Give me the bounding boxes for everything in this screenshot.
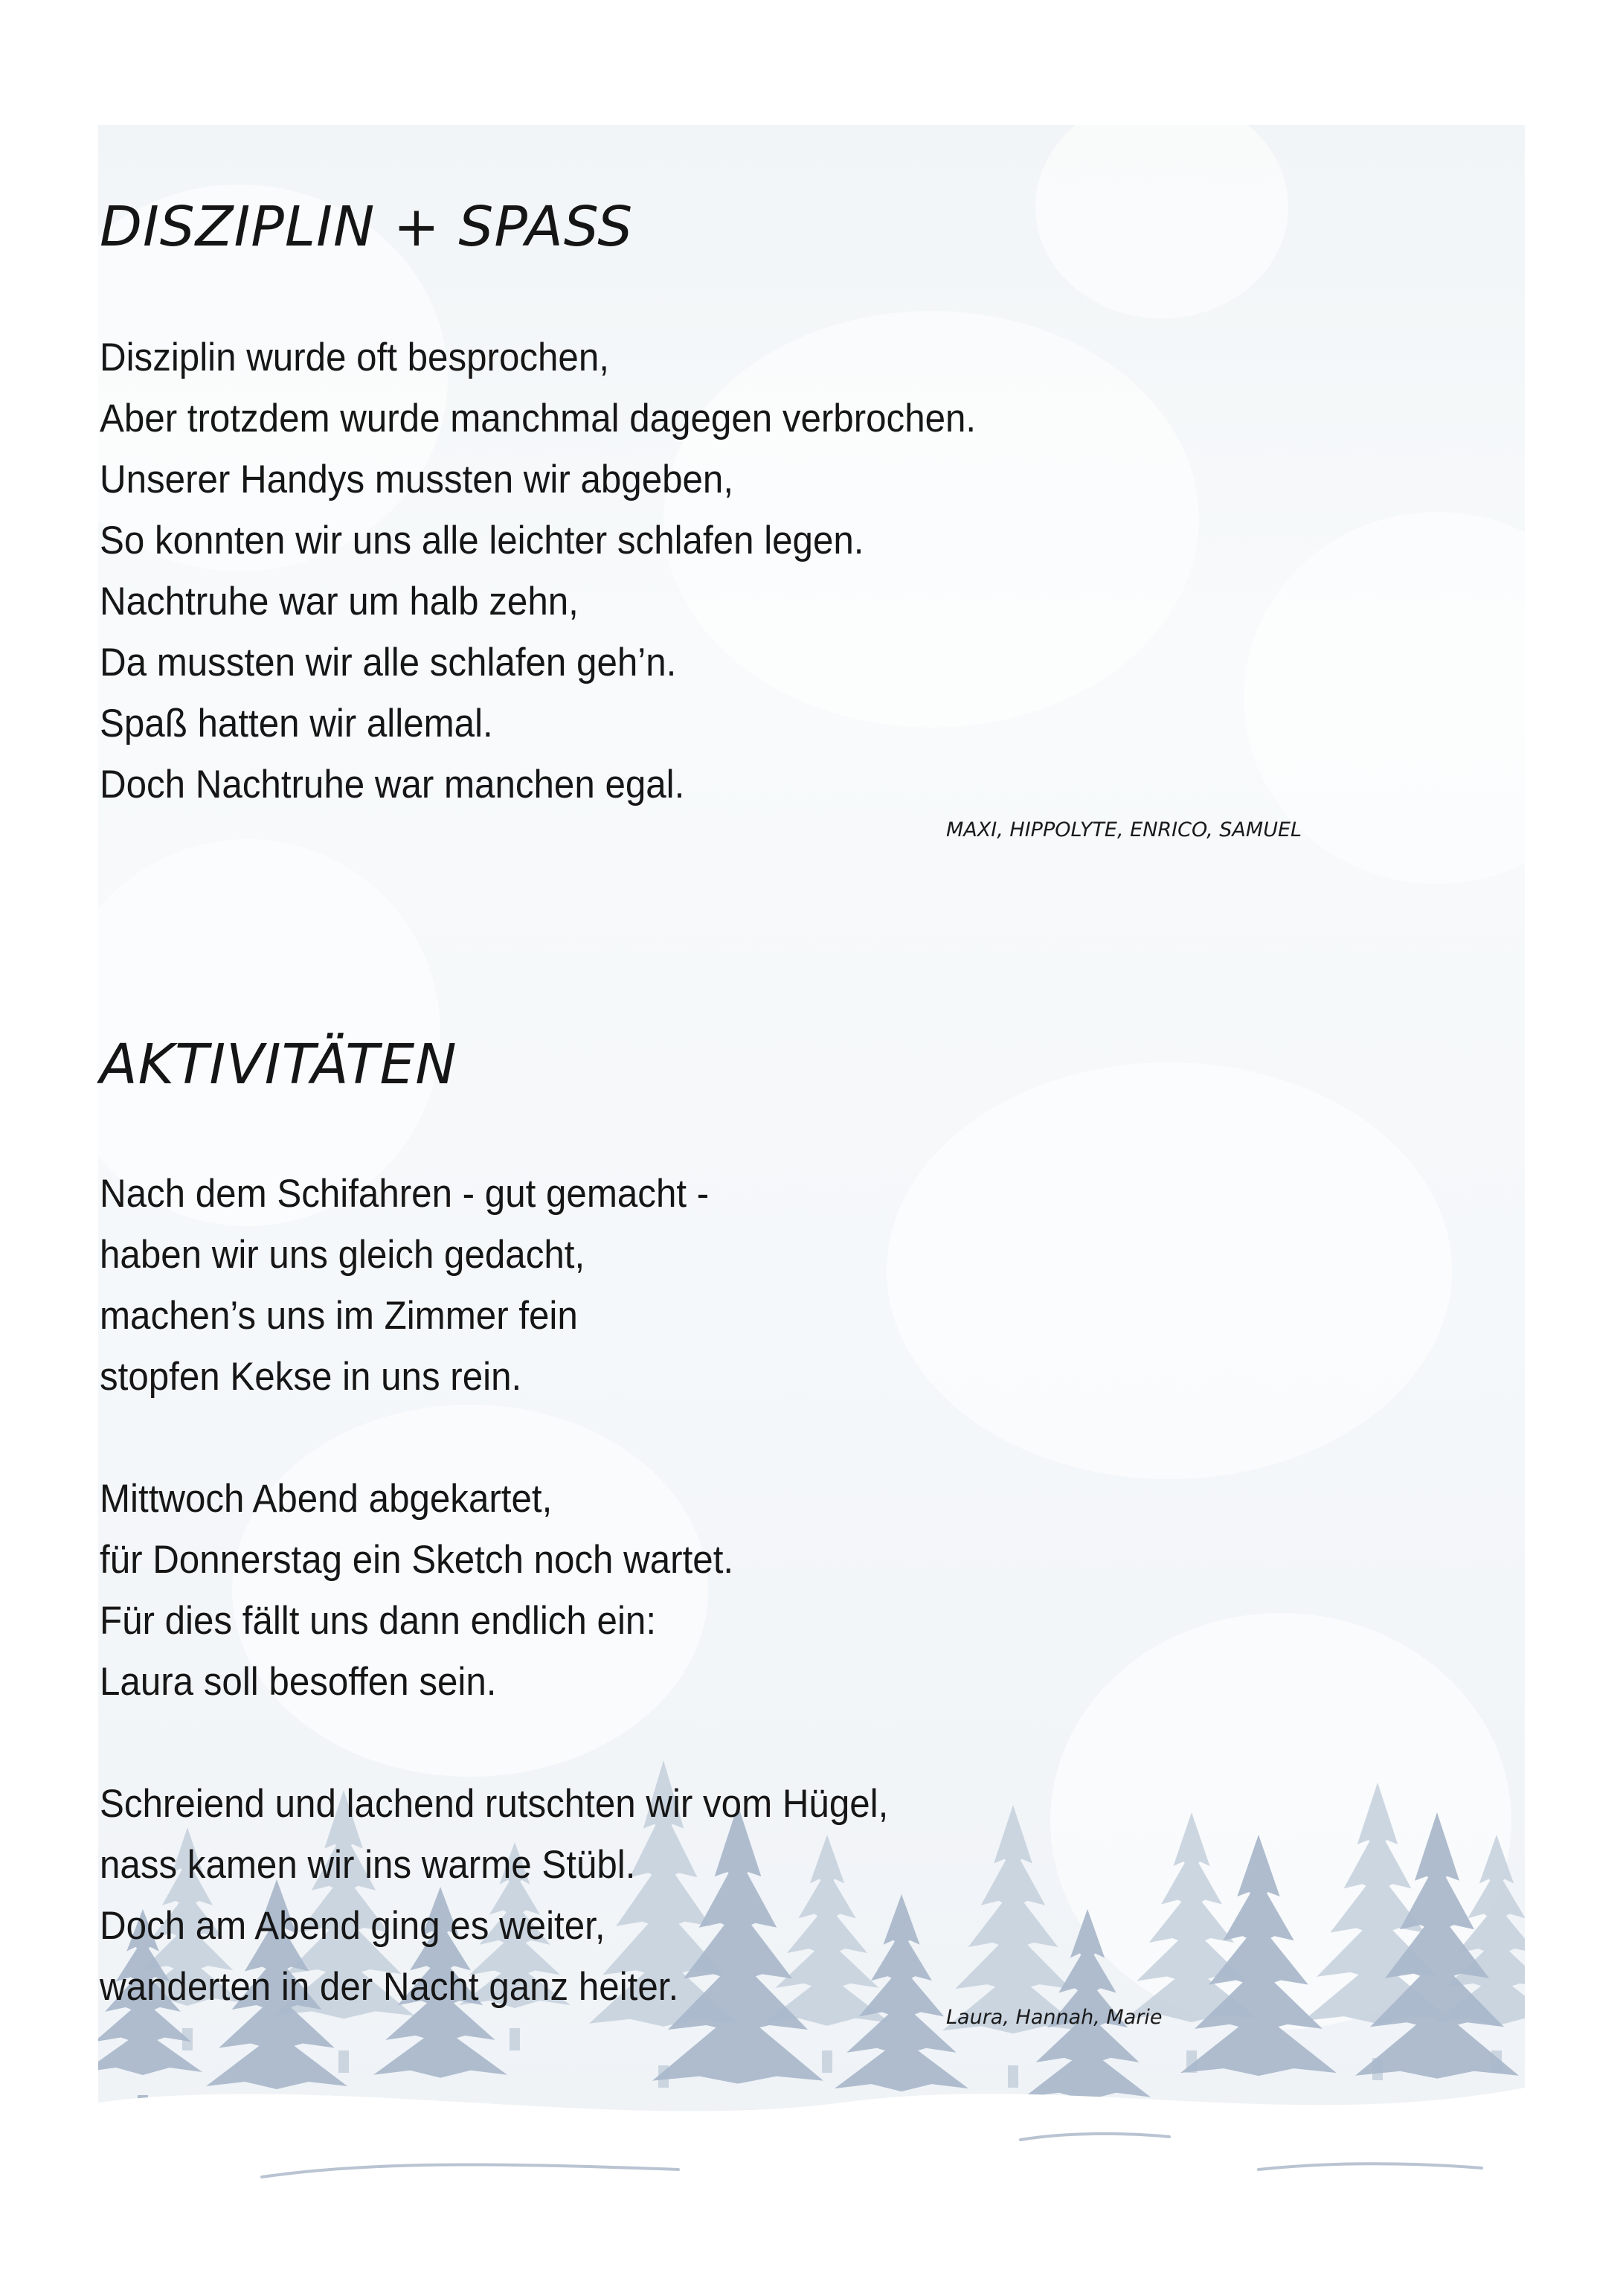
poem-line: nass kamen wir ins warme Stübl. xyxy=(100,1843,636,1887)
poem-line: für Donnerstag ein Sketch noch wartet. xyxy=(100,1538,734,1582)
poem-line: Doch Nachtruhe war manchen egal. xyxy=(100,763,685,807)
stanza-gap xyxy=(100,1713,888,1774)
poem-line: Da mussten wir alle schlafen geh’n. xyxy=(100,641,677,684)
poem-line: So konnten wir uns alle leichter schlafen legen. xyxy=(100,519,864,562)
poem-line: wanderten in der Nacht ganz heiter. xyxy=(100,1965,679,2009)
poem-line: Nach dem Schifahren - gut gemacht - xyxy=(100,1172,710,1216)
tree-trunk xyxy=(822,2050,832,2073)
poem-line: Doch am Abend ging es weiter, xyxy=(100,1904,605,1948)
tree-trunk xyxy=(338,2050,349,2073)
poem-line: machen’s uns im Zimmer fein xyxy=(100,1294,578,1338)
poem-line: Nachtruhe war um halb zehn, xyxy=(100,580,579,623)
snow-glow xyxy=(1035,125,1288,318)
poem-line: Für dies fällt uns dann endlich ein: xyxy=(100,1599,657,1643)
poem-line: Schreiend und lachend rutschten wir vom Hügel, xyxy=(100,1782,889,1826)
section-heading-discipline: DISZIPLIN + SPASS xyxy=(100,195,634,259)
poem-line: stopfen Kekse in uns rein. xyxy=(100,1355,522,1399)
section-heading-activities: AKTIVITÄTEN xyxy=(100,1033,457,1097)
snow-ground xyxy=(98,2088,1525,2207)
poem-line: Disziplin wurde oft besprochen, xyxy=(100,336,609,379)
authors-activities: Laura, Hannah, Marie xyxy=(946,2006,1163,2029)
poem-line: haben wir uns gleich gedacht, xyxy=(100,1233,585,1277)
stanza-gap xyxy=(100,1408,888,1469)
poem-discipline xyxy=(100,327,1042,815)
poem-line: Aber trotzdem wurde manchmal dagegen verbrochen. xyxy=(100,397,977,440)
poem-line: Unserer Handys mussten wir abgeben, xyxy=(100,458,734,501)
poem-activities xyxy=(100,1164,948,2018)
poem-line: Spaß hatten wir allemal. xyxy=(100,702,493,745)
poem-line: Mittwoch Abend abgekartet, xyxy=(100,1477,553,1521)
pine-tree xyxy=(942,1805,1084,2033)
snow-glow xyxy=(887,1062,1452,1479)
poem-line: Laura soll besoffen sein. xyxy=(100,1660,497,1704)
tree-trunk xyxy=(510,2028,520,2050)
authors-discipline: MAXI, HIPPOLYTE, ENRICO, SAMUEL xyxy=(946,818,1302,841)
tree-trunk xyxy=(1008,2065,1018,2088)
